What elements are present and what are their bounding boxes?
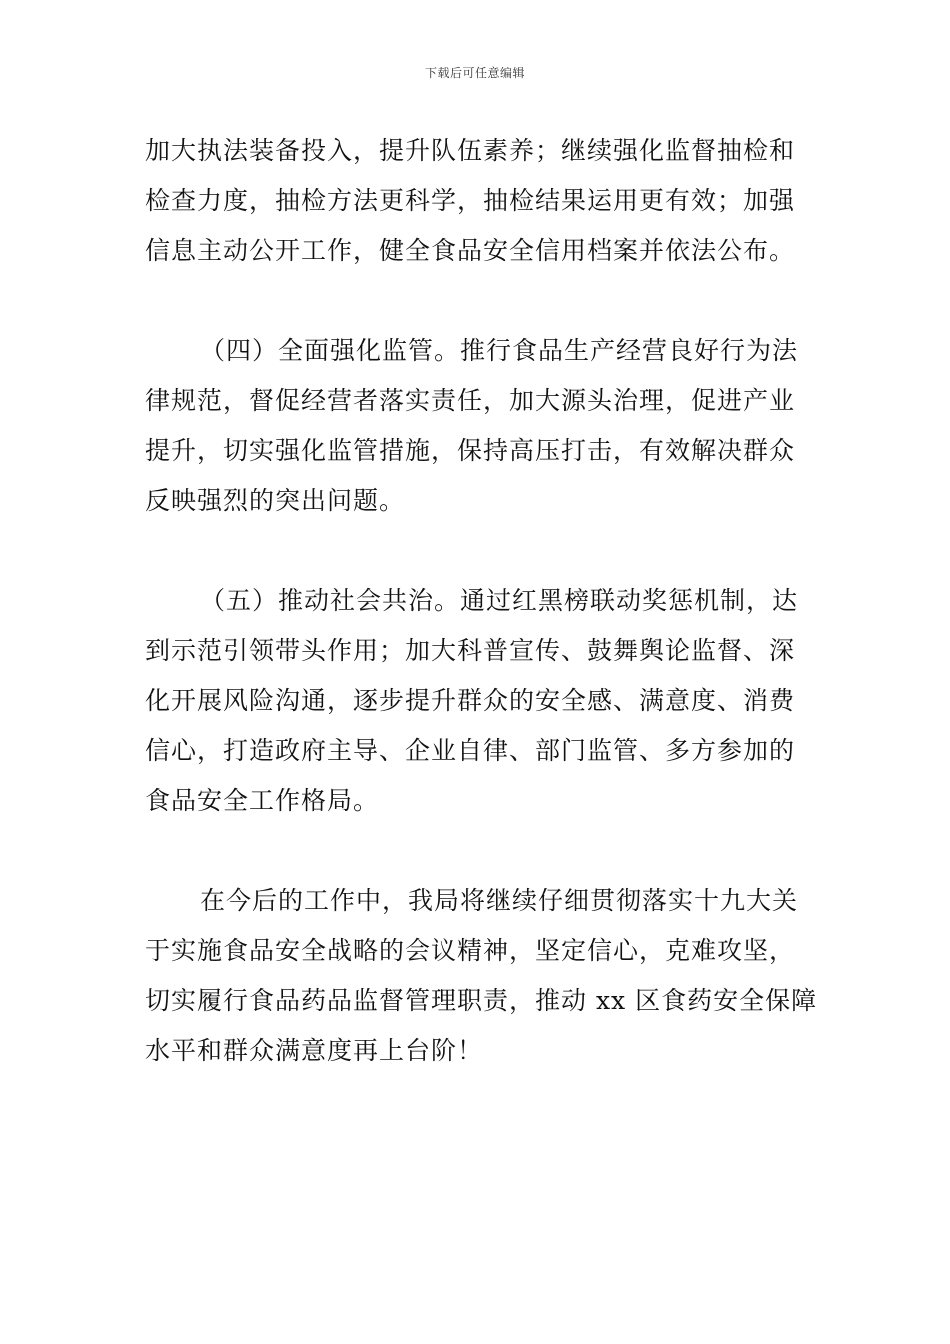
- text-line: （五）推动社会共治。通过红黑榜联动奖惩机制，达: [200, 586, 799, 615]
- paragraph-conclusion: [145, 876, 818, 1076]
- paragraph-section-four: [145, 326, 810, 526]
- text-line: 检查力度，抽检方法更科学，抽检结果运用更有效；加强: [145, 186, 796, 215]
- paragraph-continuation: [145, 126, 810, 276]
- text-line: （四）全面强化监管。推行食品生产经营良好行为法: [200, 336, 799, 365]
- text-line: 提升，切实强化监管措施，保持高压打击，有效解决群众: [145, 436, 796, 465]
- text-line: 加大执法装备投入，提升队伍素养；继续强化监督抽检和: [145, 136, 796, 165]
- text-line: 于实施食品安全战略的会议精神，坚定信心，克难攻坚，: [145, 936, 796, 965]
- text-line: 信息主动公开工作，健全食品安全信用档案并依法公布。: [145, 236, 796, 265]
- text-line: 化开展风险沟通，逐步提升群众的安全感、满意度、消费: [145, 686, 796, 715]
- header-note: 下载后可任意编辑: [424, 66, 525, 80]
- text-line: 在今后的工作中，我局将继续仔细贯彻落实十九大关: [200, 886, 799, 915]
- text-line: 反映强烈的突出问题。: [145, 486, 406, 515]
- text-line: 水平和群众满意度再上台阶！: [145, 1036, 484, 1065]
- text-line: 律规范，督促经营者落实责任，加大源头治理，促进产业: [145, 386, 796, 415]
- text-line: 切实履行食品药品监督管理职责，推动 xx 区食药安全保障: [145, 986, 818, 1015]
- text-line: 食品安全工作格局。: [145, 786, 380, 815]
- text-line: 信心，打造政府主导、企业自律、部门监管、多方参加的: [145, 736, 796, 765]
- document-body: [145, 126, 818, 1126]
- text-line: 到示范引领带头作用；加大科普宣传、鼓舞舆论监督、深: [145, 636, 796, 665]
- paragraph-section-five: [145, 576, 810, 826]
